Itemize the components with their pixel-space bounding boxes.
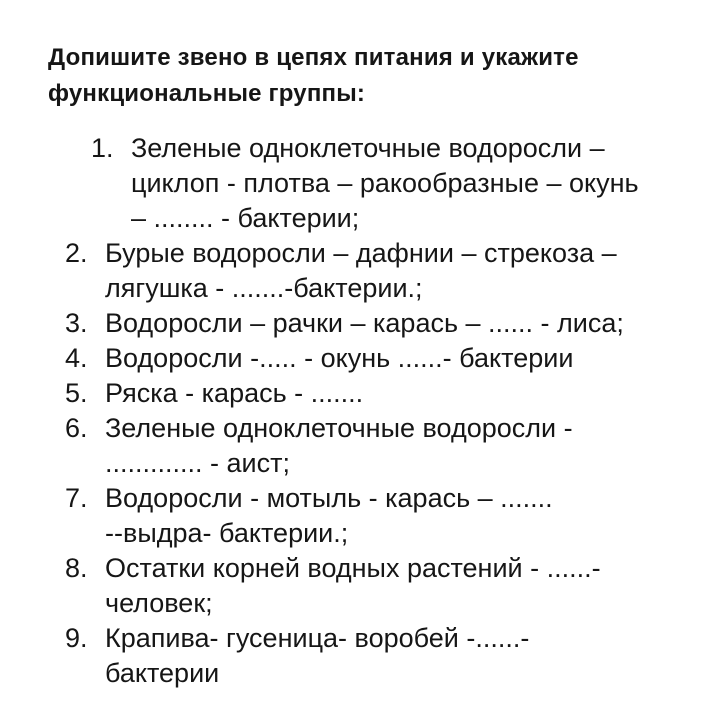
list-item (91, 131, 695, 236)
item-number: 2. (65, 238, 88, 268)
item-line: циклоп - плотва – ракообразные – окунь (131, 168, 639, 198)
list-item (65, 306, 695, 341)
item-line: Зеленые одноклеточные водоросли – (131, 133, 605, 163)
item-line: Ряска - карась - ....... (105, 378, 364, 408)
item-line: бактерии (105, 658, 220, 688)
item-number: 1. (91, 133, 114, 163)
item-line: Водоросли – рачки – карась – ...... - лиса; (105, 308, 624, 338)
item-text (105, 411, 695, 481)
item-number: 8. (65, 553, 88, 583)
item-number: 4. (65, 343, 88, 373)
list-item (65, 481, 695, 551)
item-line: Водоросли -..... - окунь ......- бактерии (105, 343, 574, 373)
list-item (65, 376, 695, 411)
item-text (105, 621, 695, 691)
item-number: 5. (65, 378, 88, 408)
item-number: 9. (65, 623, 88, 653)
page-title (48, 40, 579, 112)
item-line: Бурые водоросли – дафнии – стрекоза – (105, 238, 617, 268)
item-line: --выдра- бактерии.; (105, 518, 349, 548)
list-item (65, 621, 695, 691)
item-text (105, 236, 695, 306)
item-text (105, 481, 695, 551)
item-line: – ........ - бактерии; (131, 203, 360, 233)
page-title-line: Допишите звено в цепях питания и укажите (48, 44, 579, 71)
list-item (65, 551, 695, 621)
list-item (65, 341, 695, 376)
item-number: 3. (65, 308, 88, 338)
item-number: 7. (65, 483, 88, 513)
item-line: Зеленые одноклеточные водоросли - (105, 413, 573, 443)
item-number: 6. (65, 413, 88, 443)
item-text (131, 131, 695, 236)
item-text (105, 551, 695, 621)
item-line: Крапива- гусеница- воробей -......- (105, 623, 530, 653)
item-line: Остатки корней водных растений - ......- (105, 553, 601, 583)
list-item (65, 236, 695, 306)
food-chain-list (65, 131, 695, 691)
item-line: человек; (105, 588, 213, 618)
item-text (105, 376, 695, 411)
item-line: лягушка - .......-бактерии.; (105, 273, 423, 303)
item-line: Водоросли - мотыль - карась – ....... (105, 483, 553, 513)
item-text (105, 341, 695, 376)
list-item (65, 411, 695, 481)
item-line: ............. - аист; (105, 448, 290, 478)
item-text (105, 306, 695, 341)
page-title-line: функциональные группы: (48, 80, 366, 107)
